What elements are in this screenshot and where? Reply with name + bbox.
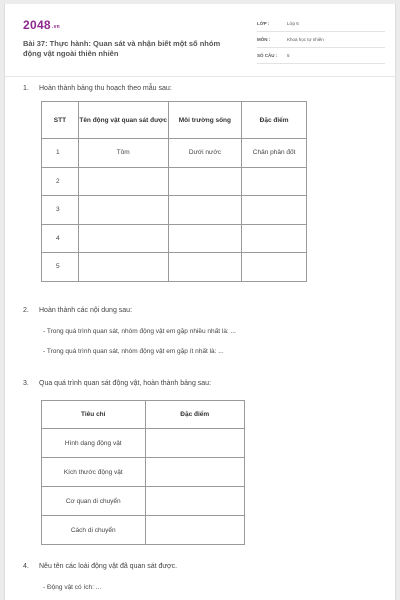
table-cell — [242, 224, 307, 253]
meta-label: LỚP : — [257, 21, 270, 26]
table-cell — [78, 167, 168, 196]
table-cell — [78, 224, 168, 253]
site-logo[interactable] — [23, 18, 60, 32]
table-cell: 1 — [42, 139, 79, 168]
meta-row-subject — [257, 34, 385, 48]
meta-info — [257, 18, 385, 66]
table-cell: Chân phân đốt — [242, 139, 307, 168]
table-header-row — [42, 102, 307, 139]
table-header-cell: Môi trường sống — [168, 102, 242, 139]
table-cell: Cơ quan di chuyển — [42, 487, 146, 516]
table-cell — [242, 196, 307, 225]
table-cell: 5 — [42, 253, 79, 282]
question-number: 1. — [23, 85, 29, 92]
meta-value: Lớp 6 — [287, 21, 299, 26]
table-cell — [168, 167, 242, 196]
table-cell — [145, 458, 245, 487]
document-page — [4, 4, 396, 600]
meta-label: SỐ CÂU : — [257, 53, 278, 58]
question-text: Hoàn thành các nội dung sau: — [39, 307, 133, 314]
answer-line: - Động vật có ích: ... — [43, 584, 102, 591]
table-cell: Tôm — [78, 139, 168, 168]
table-cell: 2 — [42, 167, 79, 196]
table-row — [42, 458, 245, 487]
question-number: 2. — [23, 307, 29, 314]
table-cell: 3 — [42, 196, 79, 225]
table-cell: Dưới nước — [168, 139, 242, 168]
table-cell — [78, 253, 168, 282]
question-text: Qua quá trình quan sát động vật, hoàn thành bảng sau: — [39, 380, 212, 387]
answer-line: - Trong quá trình quan sát, nhóm động vật em gặp nhiều nhất là: ... — [43, 328, 236, 335]
table-header-cell: STT — [42, 102, 79, 139]
question-text: Hoàn thành bảng thu hoạch theo mẫu sau: — [39, 85, 172, 92]
table-cell — [145, 429, 245, 458]
meta-value: 5 — [287, 53, 290, 58]
question-number: 4. — [23, 563, 29, 570]
criteria-table — [41, 400, 245, 545]
question-1 — [23, 85, 172, 92]
table-cell — [242, 253, 307, 282]
table-cell: 4 — [42, 224, 79, 253]
table-cell — [168, 196, 242, 225]
table-row — [42, 139, 307, 168]
meta-value: Khoa học tự nhiên — [287, 37, 324, 42]
answer-line: - Trong quá trình quan sát, nhóm động vật em gặp ít nhất là: ... — [43, 348, 224, 355]
meta-label: MÔN : — [257, 37, 271, 42]
question-number: 3. — [23, 380, 29, 387]
table-row — [42, 196, 307, 225]
lesson-title: Bài 37: Thực hành: Quan sát và nhận biết một số nhóm động vật ngoài thiên nhiên — [23, 39, 221, 58]
table-header-cell: Đặc điểm — [145, 401, 245, 429]
table-row — [42, 167, 307, 196]
question-4 — [23, 563, 177, 570]
page-header — [23, 18, 385, 74]
table-row — [42, 429, 245, 458]
table-header-cell: Tên động vật quan sát được — [78, 102, 168, 139]
meta-row-class — [257, 18, 385, 32]
logo-suffix: .vn — [51, 24, 61, 30]
logo-text: 2048 — [23, 18, 51, 32]
table-cell: Kích thước động vật — [42, 458, 146, 487]
question-3 — [23, 380, 211, 387]
question-2 — [23, 307, 132, 314]
table-cell — [145, 516, 245, 545]
table-row — [42, 253, 307, 282]
table-row — [42, 487, 245, 516]
table-cell: Hình dạng động vật — [42, 429, 146, 458]
table-row — [42, 224, 307, 253]
table-cell — [242, 167, 307, 196]
table-header-cell: Tiêu chí — [42, 401, 146, 429]
table-cell — [145, 487, 245, 516]
meta-row-question-count — [257, 50, 385, 64]
table-cell — [168, 253, 242, 282]
table-header-row — [42, 401, 245, 429]
question-text: Nêu tên các loài động vật đã quan sát được. — [39, 563, 178, 570]
table-row — [42, 516, 245, 545]
table-header-cell: Đặc điểm — [242, 102, 307, 139]
table-cell: Cách di chuyển — [42, 516, 146, 545]
header-divider — [5, 76, 397, 77]
harvest-table — [41, 101, 307, 282]
table-cell — [78, 196, 168, 225]
table-cell — [168, 224, 242, 253]
